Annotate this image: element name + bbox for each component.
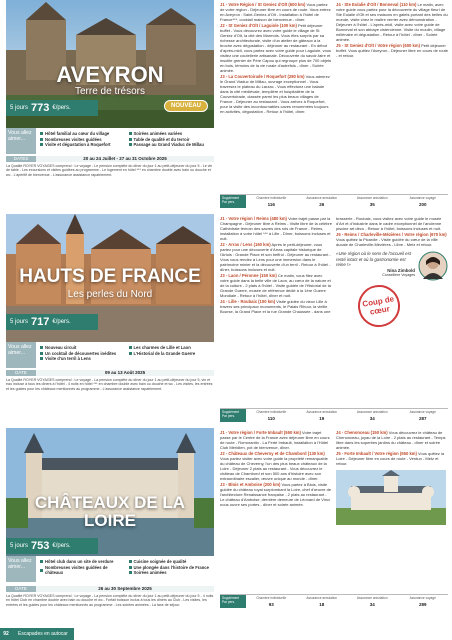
- like-text: Soirées animées: [133, 570, 167, 576]
- supp-cell: [246, 195, 297, 208]
- like-text: Nouveau circuit: [45, 345, 77, 350]
- day-heading: J2 - St Geniez d'Olt / Laguiole (100 km): [220, 23, 297, 28]
- day-entry: [220, 23, 332, 73]
- aveyron-unit: €/pers.: [52, 105, 71, 111]
- supp-col-label: Chambre individuelle: [256, 410, 287, 414]
- bullet-icon: [129, 560, 132, 563]
- like-text: Soirées animées variées: [133, 131, 183, 136]
- aveyron-price: 773: [31, 102, 50, 114]
- supp-col-label: Assurance voyage: [409, 596, 436, 600]
- day-entry: [336, 216, 448, 231]
- day-entry: [336, 430, 448, 450]
- like-text: Nombreuses visites guidées de châteaux: [45, 564, 108, 576]
- list-item: [129, 570, 215, 576]
- aveyron-title: AVEYRON: [56, 62, 164, 87]
- quote-block: [336, 251, 415, 278]
- day-text: Petit déjeuner buffet. Vous quittez l'Aveyron - Déjeuner libre en cours de route - et retour.: [336, 43, 449, 58]
- page-number: 92: [0, 628, 12, 640]
- dates-value: 20 au 24 Juillet - 27 au 31 Octobre 2025: [36, 156, 214, 162]
- day-text: Le matin, avec votre guide vous partez pour la découverte du village fleuri de Ste Eulalie d'Olt et ses maisons en galets portant des belles du monde, visite chez le maître verrier avec démonstration - Déjeuner à l'hôtel - L'après-midi, visite avec votre guide de Bonneval et son abbaye cistercienne. Visite du moulin, village millénaire et dégustation - Retour à l'hôtel - dîner - Soirée animée.: [336, 2, 448, 42]
- day-text: Vous partez de votre région - Déjeuner libre en cours de route. Vous entrez en Aveyron : Saint-Geniez-d'Olt - Installation à l'hôtel de France***, cocktail maison de bienvenue - dîner.: [220, 2, 331, 22]
- day-entry: [336, 232, 448, 247]
- supp-col-label: Assurance annulation: [306, 410, 338, 414]
- vous-allez-aimer-label: Vous allez aimer...: [6, 342, 36, 368]
- day-heading: J2 - Arras / Lens (160 km): [220, 242, 271, 247]
- loire-left: [6, 428, 214, 607]
- day-heading: J5 - Reims / Charleville-Mézières / Votre région (670 km): [336, 232, 447, 237]
- supp-cell: [297, 195, 348, 208]
- aveyron-likes-lists: [36, 128, 214, 154]
- aveyron-price-band: [6, 100, 98, 116]
- day-text: Vous quittez la Picardie - Visite guidée du cœur de la ville ducale de Charleville-Mézières - Libre - Metz et retour.: [336, 237, 438, 247]
- hdf-title: HAUTS DE FRANCE: [19, 266, 201, 287]
- day-entry: [220, 299, 332, 314]
- day-text: Vous partez visiter avec votre guide la propriété remarquable du château de Cheverny, l'un des plus beaux châteaux de la Loire - Déjeuner 2 plats au restaurant - Vous découvrez le château de Chambord et son 500 ans d'histoire avec son extraordinaire escalier, œuvre unique au monde - dîner.: [220, 456, 328, 481]
- vous-allez-aimer-label: Vous allez aimer...: [6, 128, 36, 154]
- hdf-days: 5 jours: [10, 319, 29, 325]
- supp-cell: [398, 409, 449, 422]
- day-text: brasserie - Roubaix, vous visitez avec votre guide le musée d'Art et d'Industrie dans le cadre exceptionnel de l'ancienne piscine art déco - Retour à l'hôtel, boissons incluses et nuit.: [336, 216, 442, 231]
- page-footer: [0, 628, 452, 640]
- bullet-icon: [129, 352, 132, 355]
- bullet-icon: [40, 569, 43, 572]
- day-entry: [220, 451, 332, 481]
- day-heading: J3 - Blois et Amboise (200 km): [220, 482, 281, 487]
- like-text: L'Historial de la Grande Guerre: [133, 350, 196, 356]
- day-heading: J5 - St Geniez d'Olt / Votre région (600 km): [336, 43, 420, 48]
- hdf-likes-left: [40, 345, 126, 368]
- supp-cell: [398, 195, 449, 208]
- hdf-price: 717: [31, 316, 50, 328]
- bullet-icon: [40, 352, 43, 355]
- day-text: Vous quittez la Loire - Déjeuner libre en cours de route - Verdun - Metz et retour.: [336, 451, 445, 466]
- day-heading: J2 - Châteaux de Cheverny et de Chambord (130 km): [220, 451, 325, 456]
- bullet-icon: [40, 346, 43, 349]
- supp-value: 200: [418, 202, 427, 207]
- itinerary-column-1: [220, 216, 332, 327]
- day-text: Votre trajet passe par le Centre de la France avec déjeuner libre en cours de route - Romorantin - La Ferté Imbault, installation à l'Hôtel Club Méridien, pot de bienvenue, dîner.: [220, 430, 330, 450]
- supp-cell: [347, 195, 398, 208]
- day-entry: [220, 482, 332, 507]
- loire-price-band: [6, 538, 98, 554]
- loire-unit: €/pers.: [52, 543, 71, 549]
- bullet-icon: [40, 138, 43, 141]
- supp-col-label: Assurance annulation: [306, 196, 338, 200]
- day-entry: [220, 216, 332, 241]
- aveyron-likes: [6, 128, 214, 154]
- itinerary-column-2: [336, 216, 448, 327]
- bullet-icon: [129, 571, 132, 574]
- bullet-icon: [129, 138, 132, 141]
- loire-likes-right: [129, 559, 215, 582]
- supp-col-label: Assurance annulation: [356, 596, 388, 600]
- bullet-icon: [129, 143, 132, 146]
- new-badge: NOUVEAU: [164, 100, 208, 112]
- day-text: Après le petit-déjeuner, vous partez pour une découverte d'Arras capitale historique de l'Artois : Grande Place et son beffroi - Déjeuner au restaurant - Vous vous rendez à Lens pour une immersion dans le patrimoine minier et la découverte d'un terril - Retour à l'hôtel - dîner, boissons incluses et nuit.: [220, 242, 331, 272]
- like-text: Nombreuses visites guidées: [45, 136, 102, 142]
- like-text: Passage au Grand Viaduc de Millau: [133, 142, 204, 148]
- trip-aveyron: [0, 0, 452, 210]
- supp-cell: [347, 409, 398, 422]
- loire-itinerary: [220, 430, 448, 590]
- loire-likes-lists: [36, 556, 214, 582]
- like-text: Un cocktail de découvertes inédites: [45, 350, 117, 356]
- supp-label: Supplément Par pers.: [220, 595, 246, 608]
- advisor-name: Nina Zimbold: [387, 267, 415, 273]
- hdf-price-band: [6, 314, 98, 330]
- hdf-likes: [6, 342, 214, 368]
- supp-value: 18: [319, 602, 325, 607]
- supp-cell: [297, 595, 348, 608]
- day-text: Vous admirez le Grand Viaduc de Millau, ouvrage exceptionnel - Vous traversez le plateau du Larzac - Vous effectuez une balade dans la cité médiévale, templière et hospitalière de la Couvertoirade, classée parmi les plus beaux villages de France - Déjeuner au restaurant - Vous arrivez à Roquefort, pour la visite des incontournables caves renommées toujours en activités, dégustation - Retour à l'hôtel, dîner.: [220, 74, 330, 114]
- like-text: Visite d'un terril à Lens: [45, 356, 91, 362]
- day-text: Vous découvrez le château de Chenonceau, joyau de la Loire - 2 plats au restaurant - Temps libre dans les superbes jardins du château - dîner et soirée animée.: [336, 430, 446, 450]
- supp-value: 110: [267, 416, 275, 421]
- list-item: [129, 142, 215, 148]
- aveyron-days: 5 jours: [10, 105, 29, 111]
- hdf-likes-right: [129, 345, 215, 368]
- trip-chateaux-loire: [0, 428, 452, 628]
- supp-value: 34: [369, 602, 375, 607]
- loire-days: 5 jours: [10, 543, 29, 549]
- day-text: Vous partez à Blois, visite guidée du château royal surplombant la Loire, chef d'œuvre de l'architecture Renaissance française - 2 plats au restaurant - Le château d'Amboise, dernière demeure de Léonard de Vinci nous ouvre ses portes - dîner et soirée animée.: [220, 482, 332, 507]
- supp-col-label: Assurance voyage: [409, 196, 436, 200]
- aveyron-itinerary: [220, 2, 448, 182]
- section-label: Escapades en autocar: [12, 628, 74, 640]
- aveyron-likes-left: [40, 131, 126, 154]
- stamp-text: Coup de cœur: [361, 294, 395, 317]
- supp-value: 19: [319, 416, 325, 421]
- list-item: [40, 142, 126, 148]
- aveyron-subtitle: Terre de trésors: [74, 86, 146, 97]
- aveyron-footnote: La Qualité ROYER VOYAGES comprend : Le voyage - Le pension complète du dîner du jour 1 au petit-déjeuner du jour 5 - Le vin de table - Les excursions et visites guidées au programme - Le logement en hôtel *** en chambre double avec bain ou douche et wc - L'apéritif de bienvenue - L'assurance assistance rapatriement.: [6, 164, 213, 177]
- supp-col-label: Assurance annulation: [356, 410, 388, 414]
- aveyron-photo: [6, 0, 214, 128]
- dates-value: 26 au 30 Septembre 2025: [36, 586, 214, 592]
- aveyron-likes-right: [129, 131, 215, 154]
- supp-col-label: Assurance voyage: [409, 410, 436, 414]
- list-item: [40, 356, 126, 362]
- supp-cell: [246, 409, 297, 422]
- supp-value: 116: [267, 202, 275, 207]
- supp-value: 35: [369, 202, 375, 207]
- supp-value: 34: [369, 416, 375, 421]
- itinerary-column-2: [336, 430, 448, 526]
- hdf-photo: [6, 214, 214, 342]
- itinerary-column-1: [220, 2, 332, 115]
- day-heading: J1 - Votre région / Forte Imbault (550 km): [220, 430, 301, 435]
- aveyron-dates: [6, 156, 214, 162]
- dates-label: DATE: [6, 370, 36, 376]
- day-text: Visite guidée du vieux Lille à travers ses principaux monuments, le Palais Rihour, la vieille Bourse, la Grand Place et la rue Grande Chaussée - dans une: [220, 299, 331, 314]
- loire-photo: [6, 428, 214, 556]
- like-text: Une plongée dans l'histoire de France: [133, 564, 209, 570]
- trip-hauts-de-france: [0, 214, 452, 424]
- loire-supplements: [220, 594, 448, 608]
- bullet-icon: [40, 132, 43, 135]
- hdf-dates: [6, 370, 214, 376]
- like-text: Hôtel familial au cœur du village: [45, 131, 110, 136]
- day-entry: [220, 273, 332, 298]
- advisor-role: Conseillère Voyages: [382, 272, 415, 277]
- loire-footnote: La Qualité ROYER VOYAGES comprend : Le voyage - La pension complète du dîner du jour 1 au petit-déjeuner du jour 5 - 4 nuits en hôtel Club en chambre double avec bain ou douche et wc - Forfait boisson inclus à tous les dîners au Club - Les visites, les entrées et les guides pour les châteaux mentionnés au programme - Les soirées animées - La taxe de séjour.: [6, 594, 214, 607]
- itinerary-column-2: [336, 2, 448, 115]
- supp-label: Supplément Par pers.: [220, 409, 246, 422]
- loire-likes-left: [40, 559, 126, 582]
- day-text: Petit déjeuner buffet - Vous découvrez avec votre guide le village de St Geniez d'Olt, la cité des Marmots. Vous êtes surpris par sa richesse architecturale, visite d'un atelier de gâteaux à la broche avec dégustation - déjeuner au restaurant - En début d'après-midi, vous partez avec votre guide pour Laguiole, vous visitez une coutellerie artisanale. Découverte du savoir-faire et insolite grenier de Père Capou qui regroupe plus de 700 objets en bois, témoins de la vie rurale d'autrefois - dîner - Soirée animée.: [220, 23, 332, 73]
- quote-text: «Une région où le sens de l'accueil est resté intact et où la gastronomie est reine !»: [336, 251, 412, 267]
- loire-title: CHÂTEAUX DE LA LOIRE: [34, 493, 186, 530]
- dates-label: DATE: [6, 586, 36, 592]
- day-text: Ce matin, vous filez avec votre guide dans la belle ville de Laon, au cœur de la nature et de la culture - 2 plats à l'hôtel - Visite guidée de l'Historial de la Grande Guerre, musée de référence dédié à la 1ère Guerre Mondiale - Retour à l'hôtel, dîner et nuit.: [220, 273, 331, 298]
- bullet-icon: [129, 346, 132, 349]
- supp-col-label: Chambre individuelle: [256, 196, 287, 200]
- like-text: Cuisine soignée de qualité: [133, 559, 187, 564]
- day-entry: [336, 451, 448, 466]
- hdf-supplements: [220, 408, 448, 422]
- chambord-castle-image: [336, 470, 446, 525]
- coup-de-coeur-stamp: [355, 282, 404, 331]
- hdf-unit: €/pers.: [52, 319, 71, 325]
- bullet-icon: [129, 566, 132, 569]
- day-heading: J4 - Ste Eulalie d'Olt / Bonneval (110 km): [336, 2, 417, 7]
- day-heading: J4 - Chenonceau (150 km): [336, 430, 388, 435]
- loire-castle-image: [6, 428, 214, 556]
- hdf-footnote: La Qualité ROYER VOYAGES comprend : Le voyage - La pension complète du dîner du jour 1 au petit-déjeuner du jour 5, vin et eau incluse à tous les dîners à l'hôtel - 4 nuits en hôtel *** en chambre double avec bain ou douche et wc - Les visites, les entrées et les guides pour les châteaux mentionnés au programme - L'assurance assistance rapatriement.: [6, 378, 213, 391]
- like-text: Table de qualité et du terroir: [133, 136, 190, 142]
- vous-allez-aimer-label: Vous allez aimer...: [6, 556, 36, 582]
- day-entry: [220, 74, 332, 114]
- list-item: [129, 351, 215, 357]
- hdf-itinerary: [220, 216, 448, 396]
- bullet-icon: [40, 357, 43, 360]
- advisor-quote: [336, 251, 448, 281]
- day-heading: J5 - Forte Imbault / Votre région (550 km): [336, 451, 417, 456]
- supp-cell: [297, 409, 348, 422]
- day-heading: J3 - Laon / Péronne (150 km): [220, 273, 277, 278]
- day-heading: J3 - La Couvertoirade / Roquefort (280 km): [220, 74, 305, 79]
- dates-value: 09 au 13 Août 2025: [36, 370, 214, 376]
- supp-value: 93: [268, 602, 274, 607]
- supp-cell: [246, 595, 297, 608]
- itinerary-column-1: [220, 430, 332, 526]
- supp-col-label: Chambre individuelle: [256, 596, 287, 600]
- hdf-subtitle: Les perles du Nord: [67, 289, 153, 300]
- bullet-icon: [129, 132, 132, 135]
- day-text: Votre trajet passe par la Champagne - Déjeuner libre à Reims - Visite libre de la célèbre Cathédrale témoin des sacres des rois de France - Reims, installation à votre hôtel *** à Lille - Dîner, boissons incluses et nuit.: [220, 216, 332, 241]
- day-entry: [336, 2, 448, 42]
- advisor-avatar: [418, 251, 448, 281]
- bullet-icon: [40, 143, 43, 146]
- hdf-left: [6, 214, 214, 391]
- list-item: [40, 565, 126, 576]
- supp-cell: [347, 595, 398, 608]
- day-entry: [220, 430, 332, 450]
- like-text: Hôtel club dans un site de verdure: [45, 559, 114, 564]
- like-text: Les charmes de Lille et Laon: [133, 345, 191, 350]
- supp-cell: [398, 595, 449, 608]
- aveyron-left: [6, 0, 214, 177]
- supp-col-label: Assurance annulation: [356, 196, 388, 200]
- loire-dates: [6, 586, 214, 592]
- loire-price: 753: [31, 540, 50, 552]
- supp-col-label: Assurance annulation: [306, 596, 338, 600]
- bullet-icon: [40, 560, 43, 563]
- aveyron-supplements: [220, 194, 448, 208]
- day-entry: [336, 43, 448, 58]
- day-entry: [220, 2, 332, 22]
- day-heading: J1 - Votre Région / St Geniez d'Olt (600 km): [220, 2, 306, 7]
- day-entry: [220, 242, 332, 272]
- supp-value: 289: [418, 602, 427, 607]
- day-heading: J1 - Votre région / Reims (480 km): [220, 216, 287, 221]
- supp-value: 26: [319, 202, 325, 207]
- loire-likes: [6, 556, 214, 582]
- supp-value: 287: [418, 416, 427, 421]
- day-heading: J4 - Lille - Roubaix (100 km): [220, 299, 276, 304]
- like-text: Visite et dégustation à Roquefort: [45, 142, 111, 148]
- hdf-likes-lists: [36, 342, 214, 368]
- supp-label: Supplément Par pers.: [220, 195, 246, 208]
- dates-label: DATES: [6, 156, 36, 162]
